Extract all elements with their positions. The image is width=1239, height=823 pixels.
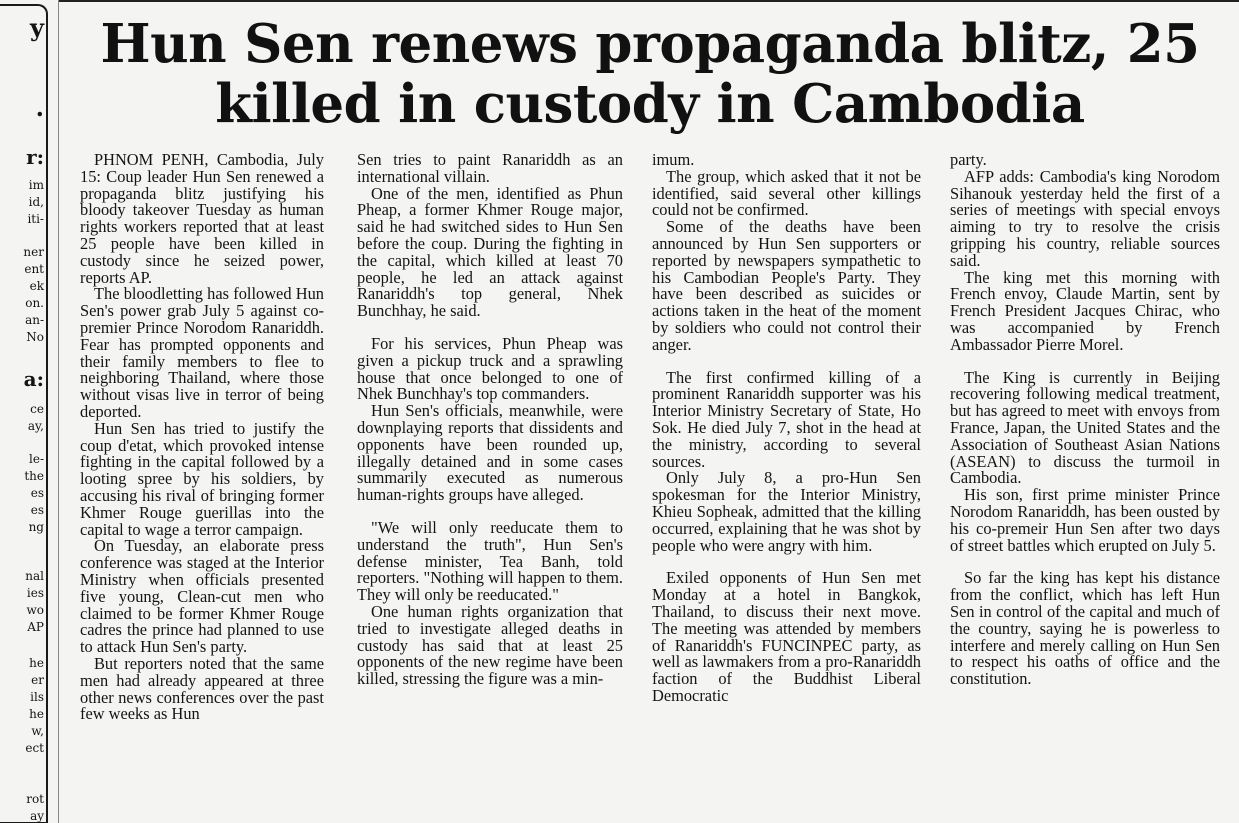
sidebar-fragment: ner (23, 245, 44, 259)
paragraph: Hun Sen has tried to justify the coup d'etat, which provoked intense fighting in the capital followed by a looting spree by his soldiers, by accusing his rival of bringing former Khmer Rouge guerillas into the capital to wage a terror campaign. (80, 418, 324, 539)
sidebar-fragment: wo (26, 603, 44, 617)
paragraph: Sen tries to paint Ranariddh as an international villain. (357, 152, 623, 186)
headline: Hun Sen renews propaganda blitz, 25 killed in custody in Cambodia (100, 13, 1200, 135)
article-column-1 (80, 152, 324, 820)
sidebar-fragment: ils (30, 690, 44, 704)
paragraph: imum. (652, 152, 695, 169)
sidebar-fragment: No (26, 330, 44, 344)
paragraph: The king met this morning with French envoy, Claude Martin, sent by French President Jacques Chirac, who was accompanied by French Ambassador Pierre Morel. (950, 267, 1220, 354)
sidebar-fragment: r: (26, 145, 44, 169)
sidebar-fragment: le- (29, 452, 44, 466)
article-column-3 (652, 152, 921, 820)
paragraph: Exiled opponents of Hun Sen met Monday at a hotel in Bangkok, Thailand, to discuss their next move. The meeting was attended by members of Ranariddh's FUNCINPEC party, as well as lawmakers from a pro-Ranariddh faction of the Buddhist Liberal Democratic (652, 568, 921, 705)
paragraph: AFP adds: Cambodia's king Norodom Sihanouk yesterday held the first of a series of meetings with special envoys aiming to try to resolve the crisis gripping his country, reliable sources said. (950, 166, 1220, 270)
paragraph: Only July 8, a pro-Hun Sen spokesman for the Interior Ministry, Khieu Sopheak, admitted that the killing occurred, explaining that he was shot by people who were angry with him. (652, 468, 921, 555)
sidebar-fragment: er (31, 673, 44, 687)
sidebar-fragment: id, (28, 195, 44, 209)
sidebar-fragment: the (24, 469, 44, 483)
sidebar-fragment: es (30, 486, 44, 500)
sidebar-fragment: an- (25, 313, 44, 327)
paragraph: The group, which asked that it not be identified, said several other killings could not be confirmed. (652, 166, 921, 220)
sidebar-fragment: he (29, 656, 44, 670)
paragraph: One of the men, identified as Phun Pheap, a former Khmer Rouge major, said he had switched sides to Hun Sen before the coup. During the fighting in the capital, which killed at least 70 people, he led an attack against Ranariddh's top general, Nhek Bunchhay, he said. (357, 183, 623, 321)
paragraph: The King is currently in Beijing recovering following medical treatment, but has agreed to meet with envoys from France, Japan, the United States and the Association of Southeast Asian Nations (ASEAN) to discuss the turmoil in Cambodia. (950, 367, 1220, 488)
paragraph: party. (950, 152, 987, 169)
paragraph: Hun Sen's officials, meanwhile, were downplaying reports that dissidents and opponents have been rounded up, illegally detained and in some cases summarily executed as numerous human-rights groups have alleged. (357, 401, 623, 505)
sidebar-fragment: ect (25, 741, 44, 755)
paragraph: PHNOM PENH, Cambodia, July 15: Coup leader Hun Sen renewed a propaganda blitz justifying his bloody takeover Tuesday as human rights workers reported that at least 25 people have been killed in custody since he seized power, reports AP. (80, 152, 324, 287)
sidebar-fragment: y (30, 13, 44, 42)
paragraph: His son, first prime minister Prince Norodom Ranariddh, has been ousted by his co-premeir Hun Sen after two days of street battles which erupted on July 5. (950, 485, 1220, 555)
sidebar-fragment: rot (26, 792, 44, 806)
sidebar-fragment: a: (23, 367, 44, 391)
top-rule (58, 0, 1239, 2)
sidebar-fragment: ng (28, 520, 44, 534)
article-column-2 (357, 152, 623, 820)
sidebar-fragment: on. (25, 296, 44, 310)
sidebar-fragment: im (28, 178, 44, 192)
adjacent-column-fragment (0, 0, 50, 823)
sidebar-fragment: . (35, 93, 44, 122)
sidebar-fragment: ay, (27, 419, 44, 433)
paragraph: On Tuesday, an elaborate press conference was staged at the Interior Ministry when officials presented five young, Clean-cut men who claimed to be former Khmer Rouge cadres the prince had planned to use to attack Hun Sen's party. (80, 536, 324, 657)
sidebar-fragment: ent (24, 262, 44, 276)
paragraph: Some of the deaths have been announced by Hun Sen supporters or reported by newspapers sympathetic to his Cambodian People's Party. They have been described as suicides or actions taken in the heat of the moment by soldiers who could not control their anger. (652, 217, 921, 354)
paragraph: "We will only reeducate them to understand the truth", Hun Sen's defense minister, Tea Banh, told reporters. "Nothing will happen to them. They will only be reeducated." (357, 517, 623, 605)
sidebar-fragment: ies (26, 586, 44, 600)
sidebar-fragment: ce (30, 402, 44, 416)
column-divider (58, 0, 59, 823)
paragraph: But reporters noted that the same men had already appeared at three other news conferences over the past few weeks as Hun (80, 653, 324, 724)
sidebar-fragment: iti- (27, 212, 44, 226)
sidebar-fragment: ek (29, 279, 44, 293)
sidebar-fragment: ay (30, 809, 44, 823)
sidebar-fragment: w, (31, 724, 44, 738)
sidebar-fragment: AP (27, 620, 44, 634)
sidebar-fragment: nal (25, 569, 44, 583)
paragraph: For his services, Phun Pheap was given a pickup truck and a sprawling house that once belonged to one of Nhek Bunchhay's top commanders. (357, 333, 623, 404)
paragraph: So far the king has kept his distance from the conflict, which has left Hun Sen in control of the capital and much of the country, saying he is powerless to interfere and merely calling on Hun Sen to respect his oaths of office and the constitution. (950, 568, 1220, 689)
sidebar-fragment: he (29, 707, 44, 721)
paragraph: The bloodletting has followed Hun Sen's power grab July 5 against co-premier Prince Norodom Ranariddh. Fear has prompted opponents and their family members to flee to neighboring Thailand, where those without visas live in terror of being deported. (80, 284, 324, 421)
article-column-4 (950, 152, 1220, 820)
paragraph: The first confirmed killing of a prominent Ranariddh supporter was his Interior Ministry Secretary of State, Ho Sok. He died July 7, shot in the head at the ministry, according to several sources. (652, 367, 921, 471)
sidebar-fragment: es (30, 503, 44, 517)
paragraph: One human rights organization that tried to investigate alleged deaths in custody has said that at least 25 opponents of the new regime have been killed, stressing the figure was a min- (357, 601, 623, 689)
